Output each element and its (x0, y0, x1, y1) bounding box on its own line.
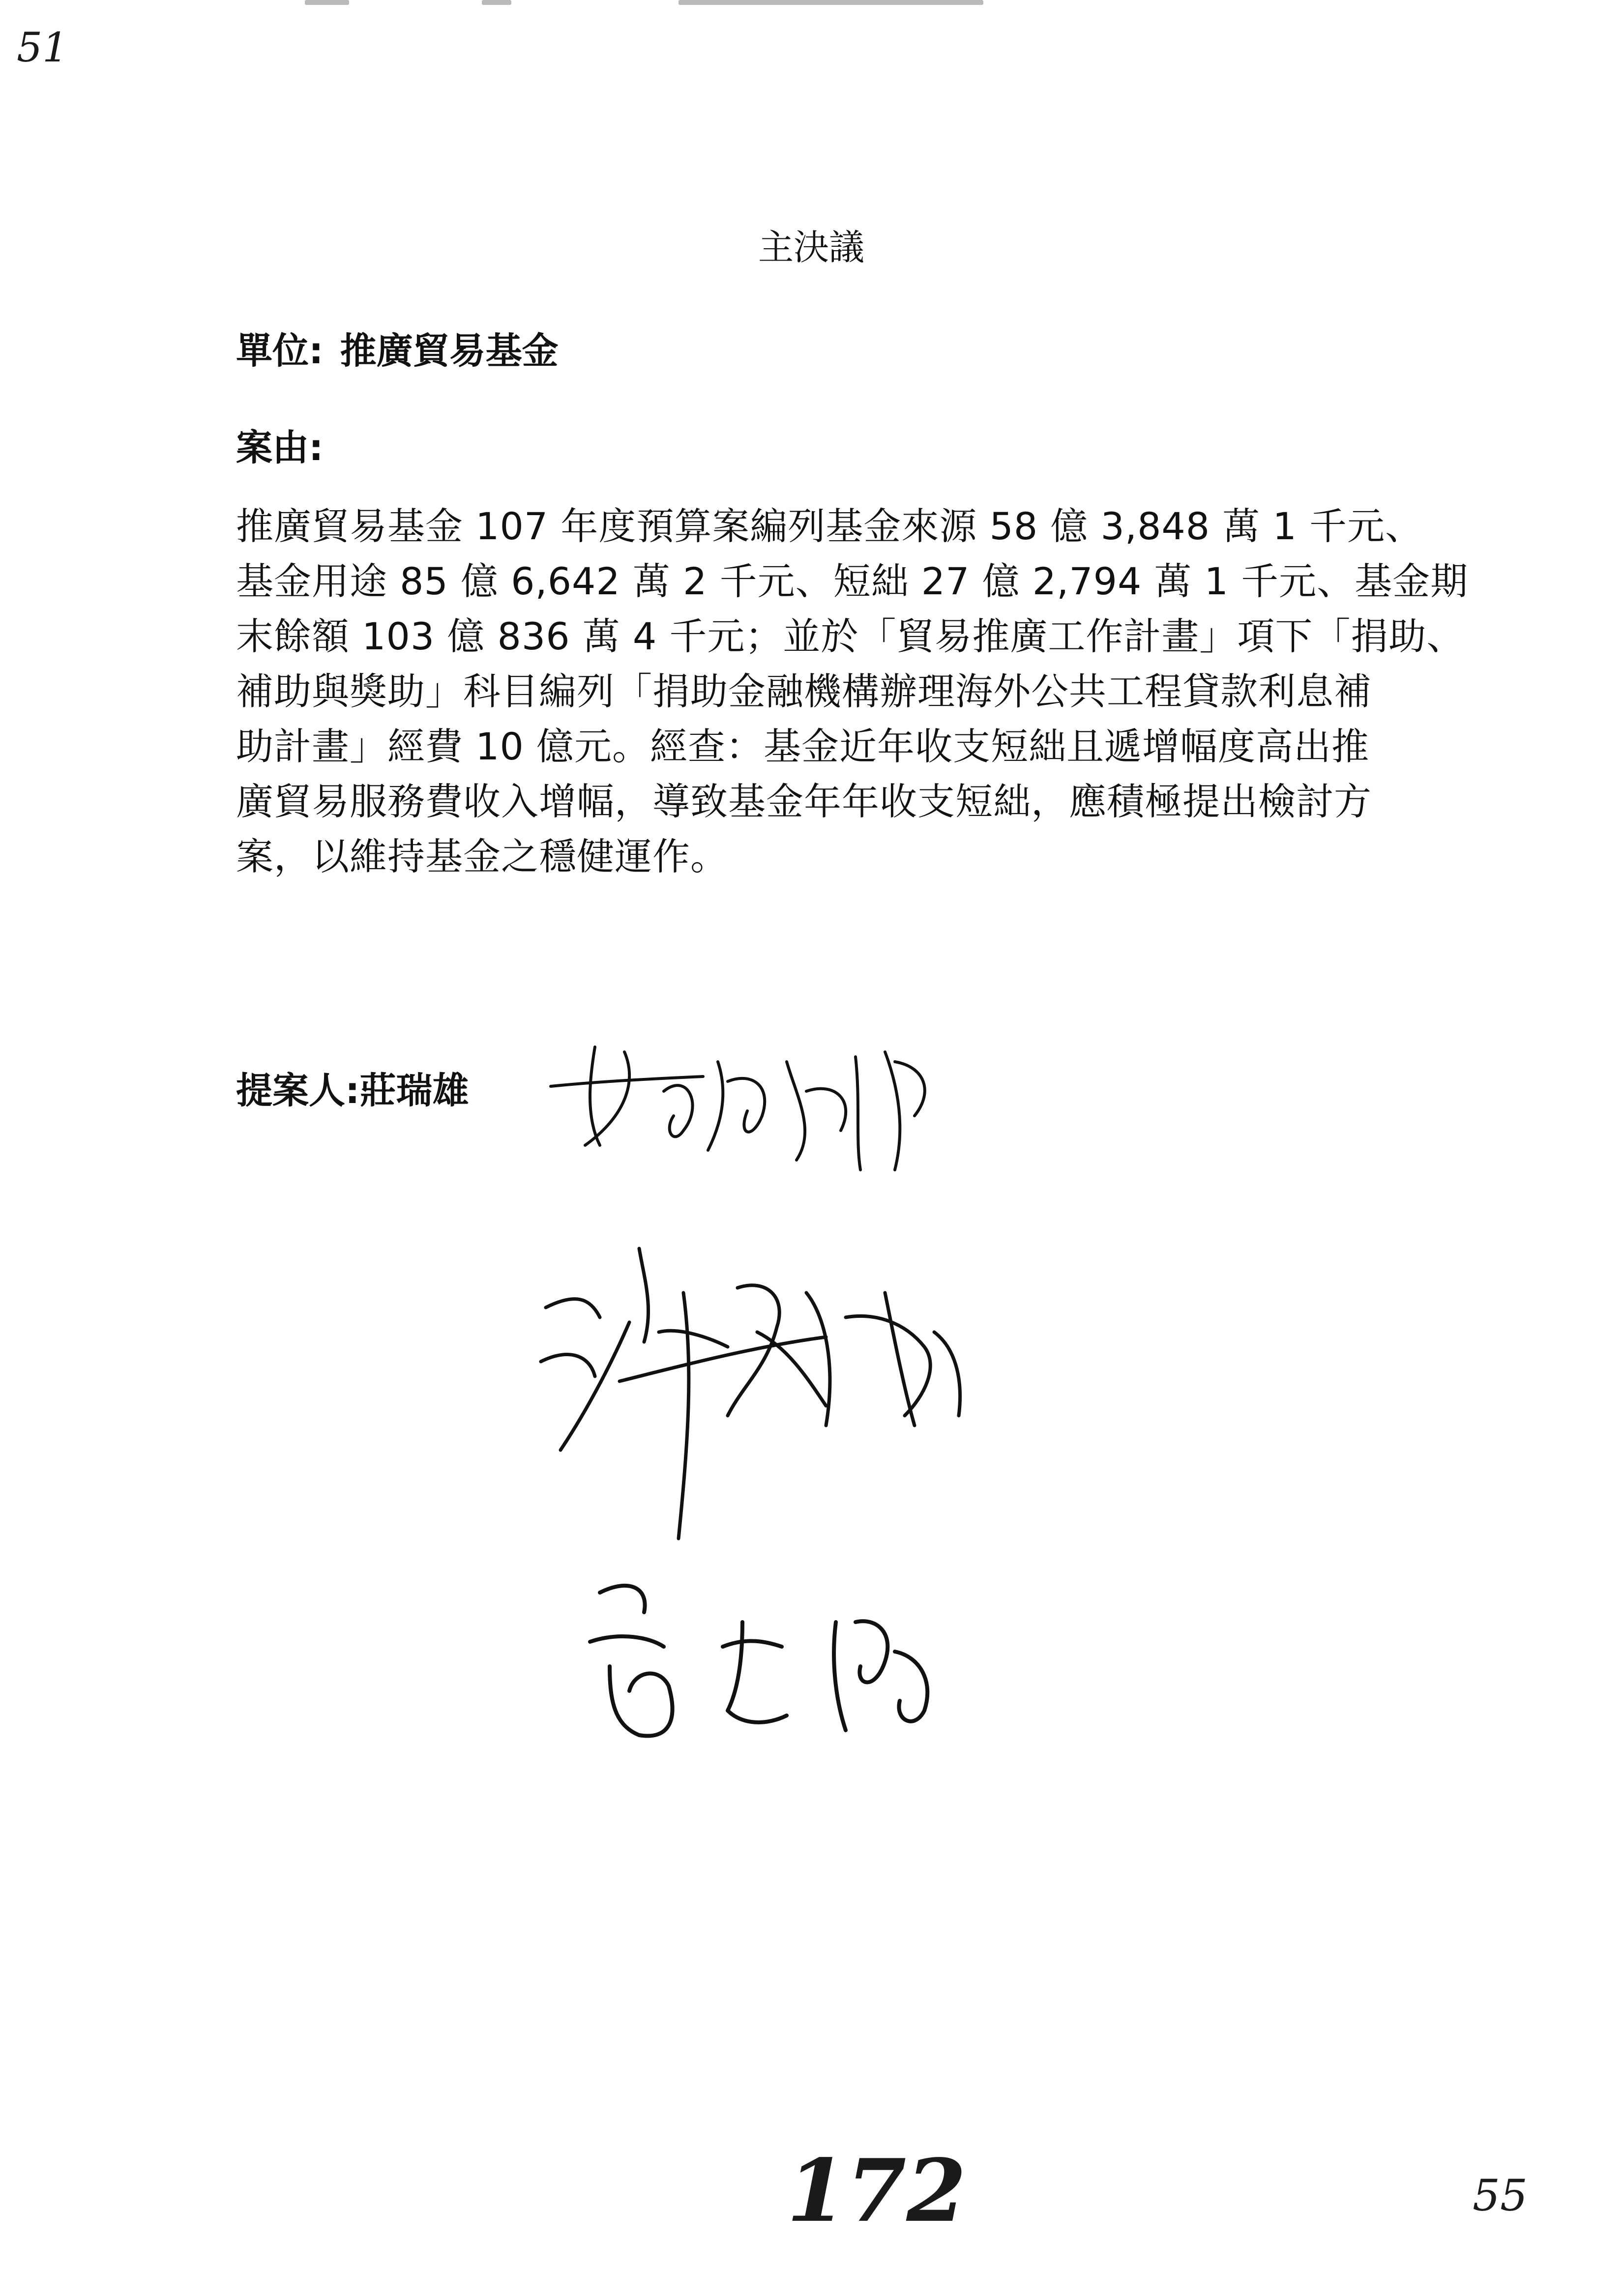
body-line: 推廣貿易基金 107 年度預算案編列基金來源 58 億 3,848 萬 1 千元、 (236, 504, 1423, 548)
handwritten-note-top-left: 51 (17, 25, 68, 71)
unit-label: 單位: (236, 330, 324, 372)
body-line: 助計畫」經費 10 億元。經查：基金近年收支短絀且遞增幅度高出推 (236, 725, 1370, 768)
signature-1 (541, 1032, 983, 1175)
handwritten-page-number-corner: 55 (1473, 2170, 1528, 2221)
signature-2 (531, 1219, 1023, 1563)
case-label: 案由: (236, 427, 324, 469)
body-line: 案，以維持基金之穩健運作。 (236, 835, 728, 878)
scan-bleed-mark (305, 0, 1042, 7)
handwritten-page-number: 172 (787, 2141, 967, 2241)
document-title: 主決議 (758, 227, 864, 268)
proposer-label: 提案人:莊瑞雄 (236, 1070, 469, 1112)
body-line: 基金用途 85 億 6,642 萬 2 千元、短絀 27 億 2,794 萬 1 千元、基金期 (236, 559, 1469, 603)
unit-value: 推廣貿易基金 (340, 330, 559, 372)
body-line: 末餘額 103 億 836 萬 4 千元；並於「貿易推廣工作計畫」項下「捐助、 (236, 614, 1465, 658)
body-line: 補助與獎助」科目編列「捐助金融機構辦理海外公共工程貸款利息補 (236, 669, 1372, 713)
body-line: 廣貿易服務費收入增幅，導致基金年年收支短絀，應積極提出檢討方 (236, 780, 1372, 823)
unit-line (236, 322, 559, 374)
case-body (236, 499, 1469, 884)
signature-3 (580, 1563, 964, 1750)
